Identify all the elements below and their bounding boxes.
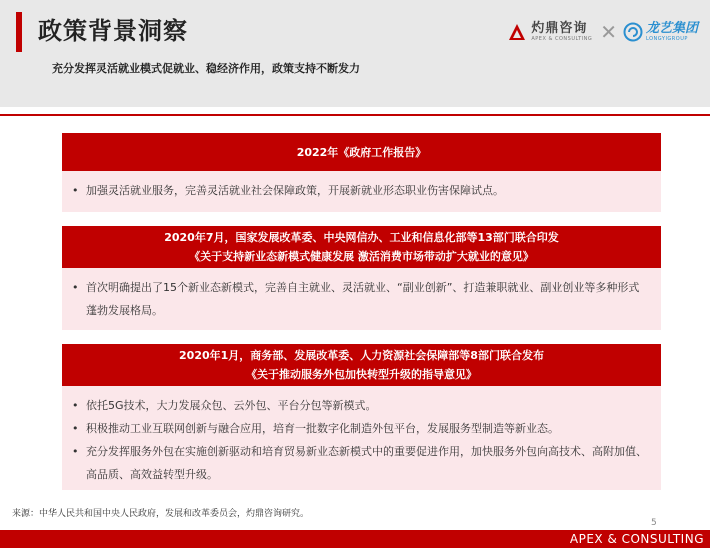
- bullet-icon: •: [72, 184, 79, 197]
- apex-logo: [508, 22, 592, 43]
- bullet-text: 充分发挥服务外包在实施创新驱动和培育贸易新业态新模式中的重要促进作用，加快服务外包向高技术、高附加值、高品质、高效益转型升级。: [86, 445, 647, 481]
- bullet-icon: •: [72, 422, 79, 435]
- bullet-text: 积极推动工业互联网创新与融合应用，培育一批数字化制造外包平台，发展服务型制造等新业态。: [86, 422, 559, 435]
- heading-line: 《关于推动服务外包加快转型升级的指导意见》: [246, 368, 477, 381]
- policy-block-body: [62, 171, 661, 212]
- list-item: [72, 276, 649, 322]
- bullet-icon: •: [72, 445, 79, 458]
- page-title: 政策背景洞察: [38, 17, 188, 45]
- policy-block-body: [62, 268, 661, 330]
- bullet-icon: •: [72, 281, 79, 294]
- footer-brand: APEX & CONSULTING: [569, 532, 704, 546]
- list-item: [72, 417, 649, 440]
- policy-block-heading: [62, 344, 661, 386]
- policy-block-2020-01: [62, 344, 661, 490]
- title-accent-bar: [16, 12, 22, 52]
- policy-block-2020-07: [62, 226, 661, 330]
- logo-separator: ✕: [600, 20, 617, 44]
- policy-block-2022: [62, 133, 661, 212]
- policy-block-heading: [62, 226, 661, 268]
- longyi-logo-en: LONGYIGROUP: [645, 35, 688, 42]
- policy-block-body: [62, 386, 661, 490]
- page-number: 5: [651, 518, 657, 528]
- bullet-text: 首次明确提出了15个新业态新模式，完善自主就业、灵活就业、“副业创新”、打造兼职就业、副业创业等多种形式蓬勃发展格局。: [86, 281, 640, 317]
- policy-block-heading: [62, 133, 661, 171]
- apex-logo-cn: 灼鼎咨询: [531, 20, 588, 36]
- heading-line: 2020年7月，国家发展改革委、中央网信办、工业和信息化部等13部门联合印发: [164, 231, 559, 244]
- heading-line: 2020年1月，商务部、发展改革委、人力资源社会保障部等8部门联合发布: [179, 349, 544, 362]
- heading-line: 《关于支持新业态新模式健康发展 激活消费市场带动扩大就业的意见》: [189, 250, 534, 263]
- bullet-text: 加强灵活就业服务，完善灵活就业社会保障政策，开展新就业形态职业伤害保障试点。: [86, 184, 504, 197]
- logo-group: [508, 18, 698, 46]
- list-item: [72, 440, 649, 486]
- header-divider: [0, 114, 710, 116]
- longyi-logo-cn: 龙艺集团: [645, 20, 698, 36]
- heading-line: 2022年《政府工作报告》: [296, 145, 427, 159]
- longyi-swirl-icon: [623, 22, 643, 42]
- source-note: 来源：中华人民共和国中央人民政府，发展和改革委员会，灼鼎咨询研究。: [12, 509, 310, 519]
- apex-logo-en: APEX & CONSULTING: [531, 35, 593, 42]
- apex-triangle-icon: [508, 23, 526, 41]
- bullet-text: 依托5G技术，大力发展众包、云外包、平台分包等新模式。: [86, 399, 377, 412]
- page-subtitle: 充分发挥灵活就业模式促就业、稳经济作用，政策支持不断发力: [52, 62, 360, 75]
- list-item: [72, 394, 649, 417]
- list-item: [72, 179, 649, 202]
- bullet-icon: •: [72, 399, 79, 412]
- footer-band: [0, 530, 710, 548]
- longyi-logo: [623, 22, 698, 43]
- header-band: [0, 0, 710, 107]
